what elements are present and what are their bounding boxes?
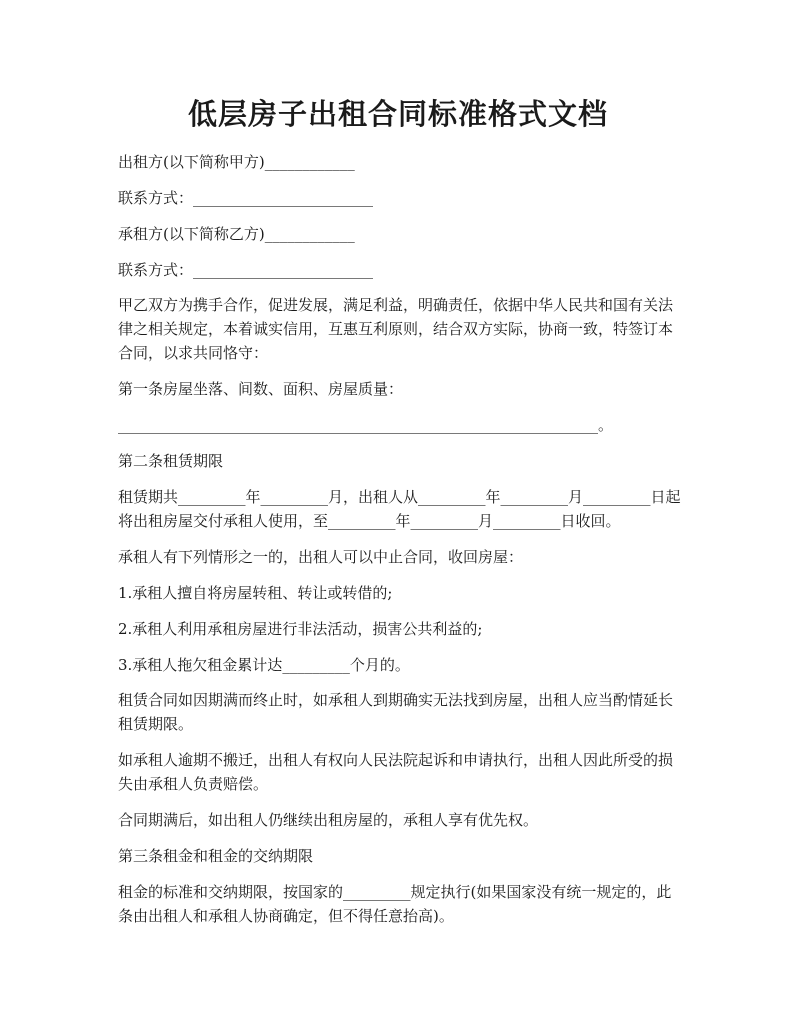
preamble-paragraph: 甲乙双方为携手合作，促进发展，满足利益，明确责任，依据中华人民共和国有关法律之相关规定，本着诚实信用，互惠互利原则，结合双方实际，协商一致，特签订本合同，以求共同恪守： xyxy=(118,296,674,362)
lessee-line: 承租方(以下简称乙方)____________ xyxy=(118,225,355,243)
termination-item-3: 3.承租人拖欠租金累计达_________个月的。 xyxy=(118,656,410,674)
lease-term-paragraph: 租赁期共_________年_________月，出租人从_________年_________月_________日起将出租房屋交付承租人使用，至_________年_________月_________日收回。 xyxy=(118,488,681,530)
article-1-heading: 第一条房屋坐落、间数、面积、房屋质量： xyxy=(118,380,404,398)
lessor-line: 出租方(以下简称甲方)____________ xyxy=(118,153,355,171)
lease-extension-paragraph: 租赁合同如因期满而终止时，如承租人到期确实无法找到房屋，出租人应当酌情延长租赁期限。 xyxy=(118,691,674,733)
article-3-heading: 第三条租金和租金的交纳期限 xyxy=(118,847,314,865)
termination-intro: 承租人有下列情形之一的，出租人可以中止合同，收回房屋： xyxy=(118,548,524,566)
termination-item-1: 1.承租人擅自将房屋转租、转让或转借的; xyxy=(118,584,393,602)
article-1-blank-line: ________________________________________________________________。 xyxy=(118,416,614,434)
rent-standard-paragraph: 租金的标准和交纳期限，按国家的_________规定执行(如果国家没有统一规定的，此条由出租人和承租人协商确定，但不得任意抬高)。 xyxy=(118,883,672,925)
priority-paragraph: 合同期满后，如出租人仍继续出租房屋的，承租人享有优先权。 xyxy=(118,811,539,829)
termination-item-2: 2.承租人利用承租房屋进行非法活动，损害公共利益的; xyxy=(118,620,483,638)
lessee-contact-line: 联系方式：________________________ xyxy=(118,261,374,279)
eviction-paragraph: 如承租人逾期不搬迁，出租人有权向人民法院起诉和申请执行，出租人因此所受的损失由承租人负责赔偿。 xyxy=(118,751,674,793)
article-2-heading: 第二条租赁期限 xyxy=(118,452,224,470)
document-title: 低层房子出租合同标准格式文档 xyxy=(187,97,608,131)
lessor-contact-line: 联系方式：________________________ xyxy=(118,189,374,207)
